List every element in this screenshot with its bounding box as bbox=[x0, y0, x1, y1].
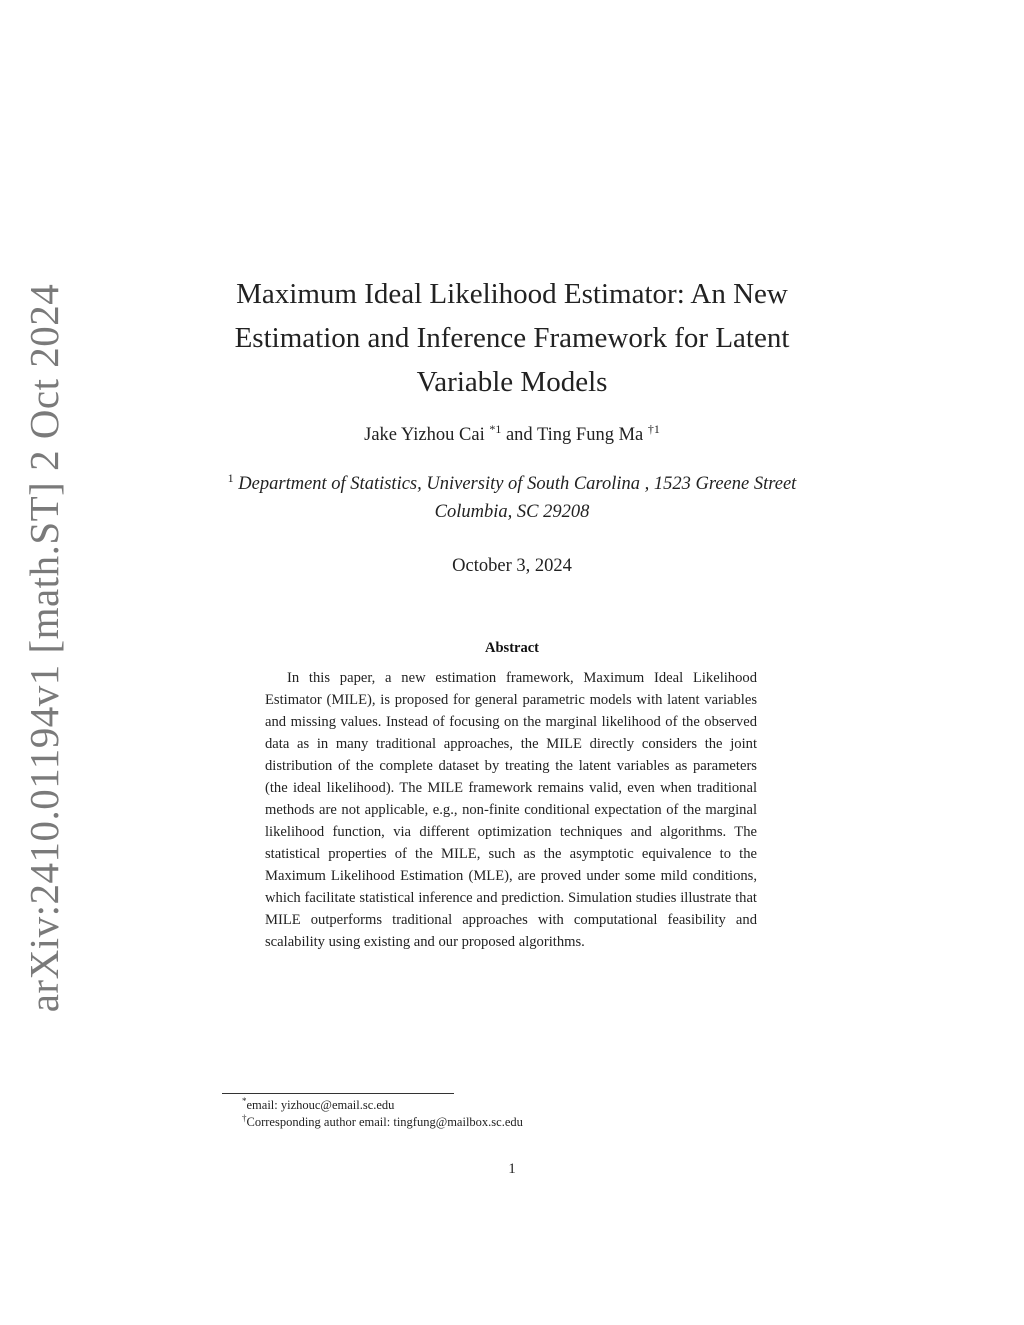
arxiv-identifier-stamp: arXiv:2410.01194v1 [math.ST] 2 Oct 2024 bbox=[21, 283, 67, 1013]
author-separator: and bbox=[505, 425, 533, 445]
affiliation-marker: 1 bbox=[227, 471, 234, 485]
affiliation-text: Department of Statistics, University of South Carolina , 1523 Greene Street Columbia, SC 29208 bbox=[238, 474, 797, 522]
footnote bbox=[242, 1097, 802, 1114]
page-number: 1 bbox=[508, 1161, 516, 1177]
paper-date: October 3, 2024 bbox=[452, 556, 572, 576]
footnotes bbox=[242, 1097, 802, 1131]
author-name: Jake Yizhou Cai bbox=[364, 425, 485, 445]
author-marks: *1 bbox=[489, 422, 502, 436]
abstract-heading: Abstract bbox=[485, 640, 539, 656]
footnote-marker: * bbox=[242, 1096, 247, 1106]
footnote-text: email: yizhouc@email.sc.edu bbox=[246, 1098, 395, 1112]
footnote-marker: † bbox=[242, 1113, 247, 1123]
footnote bbox=[242, 1114, 802, 1131]
author-marks: †1 bbox=[647, 422, 660, 436]
footnote-text: Corresponding author email: tingfung@mailbox.sc.edu bbox=[246, 1115, 523, 1129]
author-name: Ting Fung Ma bbox=[536, 425, 644, 445]
footnote-divider bbox=[222, 1093, 454, 1094]
paper-title: Maximum Ideal Likelihood Estimator: An New Estimation and Inference Framework for Latent Variable Models bbox=[234, 278, 790, 398]
affiliation bbox=[222, 470, 802, 526]
abstract-body: In this paper, a new estimation framework, Maximum Ideal Likelihood Estimator (MILE), is proposed for general parametric models with latent variables and missing values. Instead of focusing on the marginal likelihood of the observed data as in many traditional approaches, the MILE directly considers the joint distribution of the complete dataset by treating the latent variables as parameters (the ideal likelihood). The MILE framework remains valid, even when traditional methods are not applicable, e.g., non-finite conditional expectation of the marginal likelihood function, via different optimization techniques and algorithms. The statistical properties of the MILE, such as the asymptotic equivalence to the Maximum Likelihood Estimation (MLE), are proved under some mild conditions, which facilitate statistical inference and prediction. Simulation studies illustrate that MILE outperforms traditional approaches with computational feasibility and scalability using existing and our proposed algorithms. bbox=[265, 670, 757, 950]
author-list bbox=[212, 422, 812, 446]
